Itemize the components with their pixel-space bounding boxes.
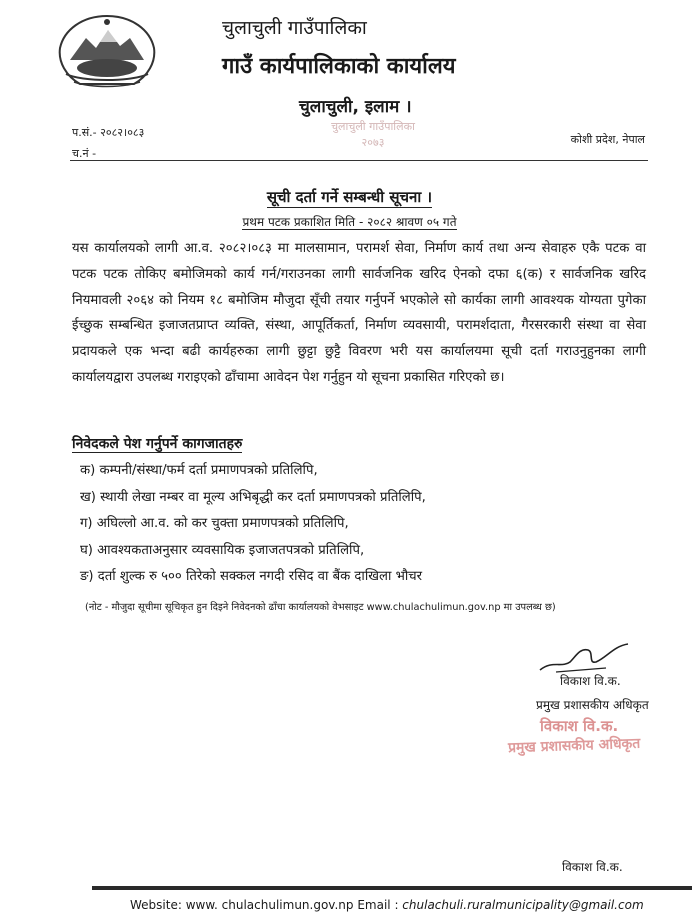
requirements-heading xyxy=(72,434,242,453)
office-stamp-icon xyxy=(325,112,421,154)
website-note: (नोट - मौजुदा सूचीमा सूचिकृत हुन दिइने निवेदनको ढाँचा कार्यालयको वेभसाइट www.chulachulimun.gov.np मा उपलब्ध छ) xyxy=(85,602,556,613)
municipality-name: चुलाचुली गाउँपालिका xyxy=(222,17,367,39)
list-item: घ) आवश्यकताअनुसार व्यवसायिक इजाजतपत्रको प्रतिलिपि, xyxy=(80,542,365,558)
header-divider xyxy=(70,160,648,161)
list-item: ग) अघिल्लो आ.व. को कर चुक्ता प्रमाणपत्रको प्रतिलिपि, xyxy=(80,516,349,531)
requirements-heading-text: निवेदकले पेश गर्नुपर्ने कागजातहरु xyxy=(72,436,243,452)
list-item: क) कम्पनी/संस्था/फर्म दर्ता प्रमाणपत्रको प्रतिलिपि, xyxy=(80,463,318,478)
office-location: चुलाचुली, इलाम । xyxy=(299,97,412,117)
signature-stamp-title: प्रमुख प्रशासकीय अधिकृत xyxy=(507,735,641,757)
office-name: गाउँ कार्यपालिकाको कार्यालय xyxy=(222,54,456,79)
list-item: ख) स्थायी लेखा नम्बर वा मूल्य अभिबृद्धी कर दर्ता प्रमाणपत्रको प्रतिलिपि, xyxy=(80,489,426,505)
nepal-emblem-icon xyxy=(52,12,162,90)
notice-title xyxy=(0,187,699,207)
reference-number: प.सं.- २०८२।०८३ xyxy=(72,126,145,139)
published-date-text: प्रथम पटक प्रकाशित मिति - २०८२ श्रावण ०५ गते xyxy=(242,215,457,229)
footer-email: chulachuli.ruralmunicipality@gmail.com xyxy=(402,898,644,912)
notice-title-text: सूची दर्ता गर्ने सम्बन्धी सूचना । xyxy=(266,188,433,206)
office-stamp-text: चुलाचुली गाउँपालिका xyxy=(331,120,415,133)
footer-website: Website: www. chulachulimun.gov.np Email : xyxy=(130,898,403,912)
province-label: कोशी प्रदेश, नेपाल xyxy=(570,133,645,146)
dispatch-number: च.नं - xyxy=(72,147,97,160)
published-date xyxy=(0,213,699,230)
signatory-title: प्रमुख प्रशासकीय अधिकृत xyxy=(536,698,649,712)
requirements-list xyxy=(80,458,426,591)
footer-divider xyxy=(92,886,692,890)
office-stamp-year: २०७३ xyxy=(361,136,385,149)
notice-body: यस कार्यालयको लागी आ.व. २०८२।०८३ मा मालसामान, परामर्श सेवा, निर्माण कार्य तथा अन्य सेवाहरु एकै पटक वा पटक पटक तोकिए बमोजिमको कार्य गर्न/गराउनका लागी सार्वजनिक खरिद ऐनको दफा ६(क) र सार्वजनिक खरिद नियमावली २०६४ को नियम १८ बमोजिम मौजुदा सूँची तयार गर्नुपर्ने भएकोले सो कार्यका लागी आवश्यक योग्यता पुगेका ईच्छुक सम्बन्धित इजाजतप्राप्त व्यक्ति, संस्था, आपूर्तिकर्ता, निर्माण व्यवसायी, परामर्शदाता, गैरसरकारी संस्था वा सेवा प्रदायकले एक भन्दा बढी कार्यहरुका लागी छुट्टा छुट्टै विवरण भरी यस कार्यालयमा सूची दर्ता गराउनुहुनका लागी कार्यालयद्वारा उपलब्ध गराइएको ढाँचामा आवेदन पेश गर्नुहुन यो सूचना प्रकासित गरिएको छ। xyxy=(72,241,646,385)
signatory-name: विकाश वि.क. xyxy=(560,674,621,688)
signatory-name-repeat: विकाश वि.क. xyxy=(562,860,623,874)
list-item: ङ) दर्ता शुल्क रु ५०० तिरेको सक्कल नगदी रसिद वा बैंक दाखिला भौचर xyxy=(80,569,423,584)
signature-stamp-name: विकाश वि.क. xyxy=(540,717,619,735)
